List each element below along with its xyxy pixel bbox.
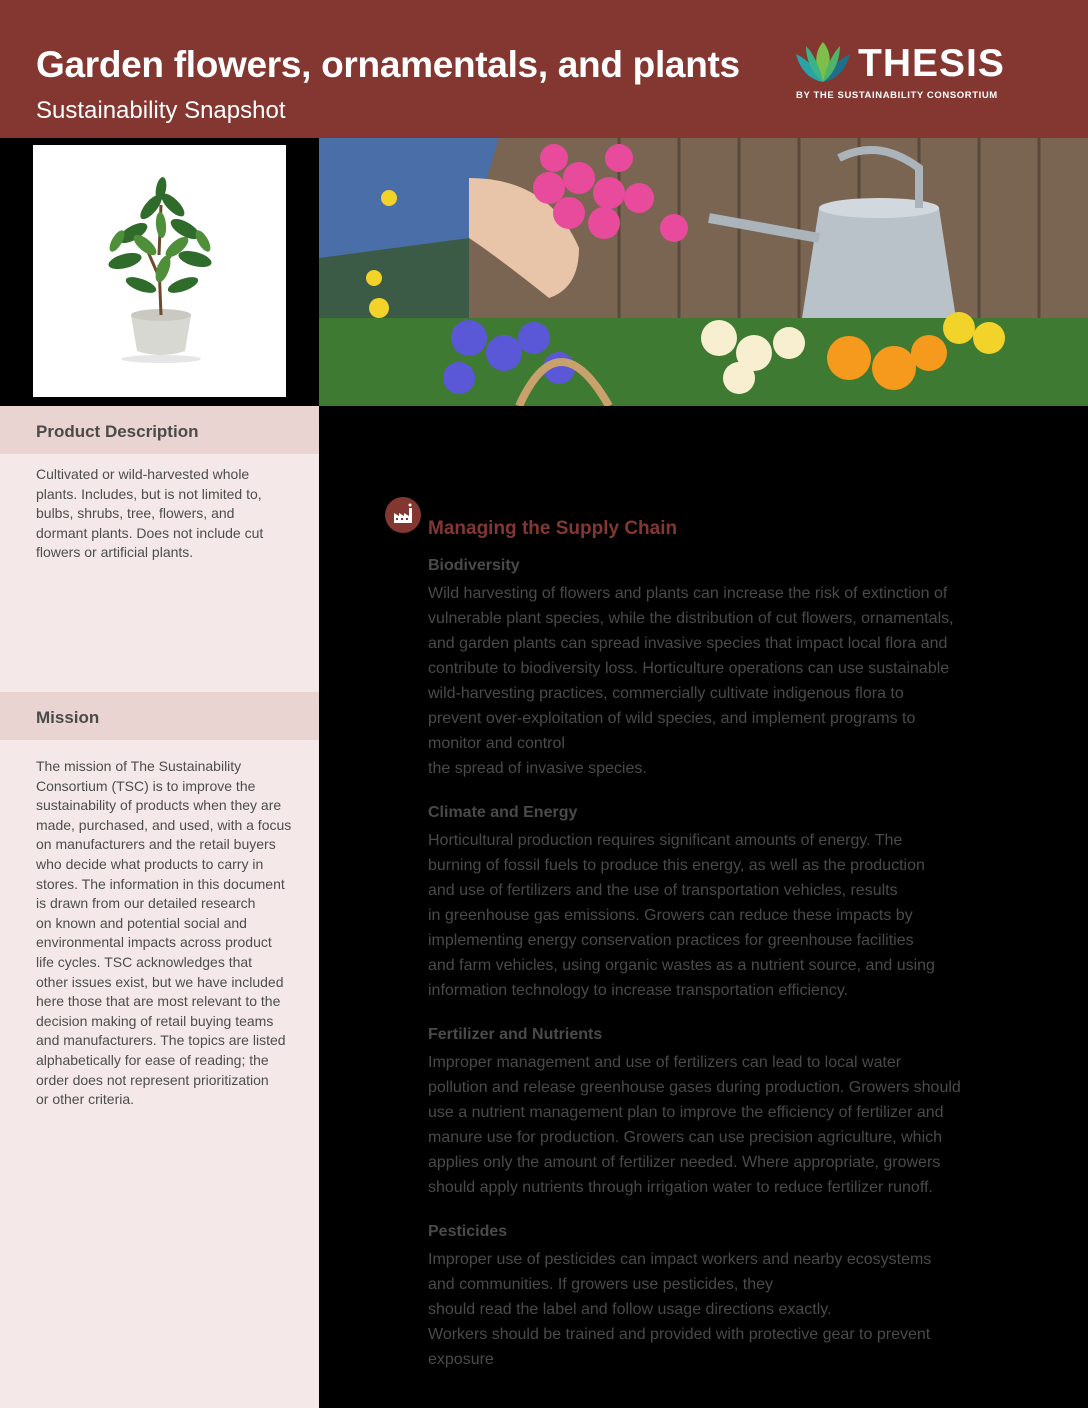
text-line: in greenhouse gas emissions. Growers can reduce these impacts by bbox=[428, 907, 913, 924]
topic-body-biodiversity bbox=[428, 581, 1028, 781]
text-line: order does not represent prioritization bbox=[36, 1071, 269, 1088]
gardening-scene-image bbox=[319, 138, 1088, 406]
text-line: and communities. If growers use pesticides, they bbox=[428, 1276, 774, 1293]
text-line: sustainability of products when they are bbox=[36, 797, 282, 814]
text-line: pollution and release greenhouse gases during production. Growers should bbox=[428, 1079, 961, 1096]
text-line: flowers or artificial plants. bbox=[36, 544, 194, 561]
text-line: The mission of The Sustainability bbox=[36, 758, 242, 774]
text-line: exposure bbox=[428, 1351, 494, 1368]
text-line: the spread of invasive species. bbox=[428, 760, 647, 777]
text-line: prevent over-exploitation of wild species, and implement programs to bbox=[428, 710, 916, 727]
text-line: monitor and control bbox=[428, 735, 565, 752]
mission-text bbox=[36, 757, 298, 1110]
text-line: should read the label and follow usage directions exactly. bbox=[428, 1301, 832, 1318]
header-banner bbox=[0, 0, 1088, 138]
text-line: environmental impacts across product bbox=[36, 934, 272, 951]
section-icon-badge bbox=[385, 497, 421, 533]
text-line: is drawn from our detailed research bbox=[36, 895, 256, 912]
text-line: dormant plants. Does not include cut bbox=[36, 524, 264, 541]
text-line: other issues exist, but we have included bbox=[36, 973, 284, 990]
text-line: should apply nutrients through irrigation water to reduce fertilizer runoff. bbox=[428, 1179, 933, 1196]
text-line: or other criteria. bbox=[36, 1091, 135, 1108]
hero-garden-photo bbox=[319, 138, 1088, 406]
text-line: information technology to increase transportation efficiency. bbox=[428, 982, 849, 999]
text-line: and use of fertilizers and the use of transportation vehicles, results bbox=[428, 882, 898, 899]
text-line: life cycles. TSC acknowledges that bbox=[36, 953, 253, 970]
text-line: applies only the amount of fertilizer needed. Where appropriate, growers bbox=[428, 1154, 941, 1171]
text-line: and garden plants can spread invasive species that impact local flora and bbox=[428, 635, 948, 652]
product-photo bbox=[33, 145, 286, 397]
thesis-logo bbox=[792, 36, 1022, 106]
logo-tagline: BY THE SUSTAINABILITY CONSORTIUM bbox=[796, 90, 998, 101]
product-description-heading-bar bbox=[0, 406, 319, 454]
topic-heading-climate-energy: Climate and Energy bbox=[428, 804, 578, 821]
text-line: burning of fossil fuels to produce this energy, as well as the production bbox=[428, 857, 925, 874]
factory-icon bbox=[385, 497, 421, 533]
mission-heading: Mission bbox=[36, 708, 100, 727]
text-line: here those that are most relevant to the bbox=[36, 993, 281, 1010]
text-line: Wild harvesting of flowers and plants can increase the risk of extinction of bbox=[428, 585, 948, 602]
topic-body-climate-energy bbox=[428, 828, 1028, 1003]
text-line: alphabetically for ease of reading; the bbox=[36, 1051, 269, 1068]
text-line: Horticultural production requires significant amounts of energy. The bbox=[428, 832, 903, 849]
text-line: on manufacturers and the retail buyers bbox=[36, 836, 276, 853]
text-line: decision making of retail buying teams bbox=[36, 1012, 274, 1029]
topic-body-pesticides bbox=[428, 1247, 1028, 1372]
text-line: bulbs, shrubs, tree, flowers, and bbox=[36, 505, 235, 522]
text-line: wild-harvesting practices, commercially cultivate indigenous flora to bbox=[428, 685, 904, 702]
text-line: Consortium (TSC) is to improve the bbox=[36, 777, 256, 794]
text-line: manure use for production. Growers can use precision agriculture, which bbox=[428, 1129, 943, 1146]
text-line: Improper use of pesticides can impact workers and nearby ecosystems bbox=[428, 1251, 932, 1268]
text-line: plants. Includes, but is not limited to, bbox=[36, 485, 262, 502]
section-title: Managing the Supply Chain bbox=[428, 518, 678, 539]
text-line: vulnerable plant species, while the distribution of cut flowers, ornamentals, bbox=[428, 610, 954, 627]
text-line: contribute to biodiversity loss. Horticulture operations can use sustainable bbox=[428, 660, 950, 677]
page-title: Garden flowers, ornamentals, and plants bbox=[36, 44, 740, 85]
text-line: and farm vehicles, using organic wastes as a nutrient source, and using bbox=[428, 957, 935, 974]
topic-heading-fertilizer: Fertilizer and Nutrients bbox=[428, 1026, 603, 1043]
text-line: made, purchased, and used, with a focus bbox=[36, 816, 292, 833]
mission-heading-bar bbox=[0, 692, 319, 740]
lotus-leaf-icon bbox=[792, 38, 854, 88]
text-line: stores. The information in this document bbox=[36, 875, 285, 892]
topic-heading-biodiversity: Biodiversity bbox=[428, 557, 520, 574]
text-line: use a nutrient management plan to improve the efficiency of fertilizer and bbox=[428, 1104, 944, 1121]
potted-plant-image bbox=[33, 145, 286, 397]
product-description-text bbox=[36, 465, 298, 563]
product-description-heading: Product Description bbox=[36, 422, 199, 441]
topic-heading-pesticides: Pesticides bbox=[428, 1223, 508, 1240]
page-subtitle: Sustainability Snapshot bbox=[36, 97, 286, 124]
topic-body-fertilizer bbox=[428, 1050, 1028, 1200]
logo-wordmark: THESIS bbox=[858, 42, 1005, 85]
text-line: Cultivated or wild-harvested whole bbox=[36, 466, 250, 482]
text-line: Workers should be trained and provided with protective gear to prevent bbox=[428, 1326, 931, 1343]
text-line: and manufacturers. The topics are listed bbox=[36, 1032, 286, 1049]
text-line: who decide what products to carry in bbox=[36, 855, 264, 872]
text-line: implementing energy conservation practices for greenhouse facilities bbox=[428, 932, 914, 949]
text-line: on known and potential social and bbox=[36, 914, 247, 931]
text-line: Improper management and use of fertilizers can lead to local water bbox=[428, 1054, 902, 1071]
